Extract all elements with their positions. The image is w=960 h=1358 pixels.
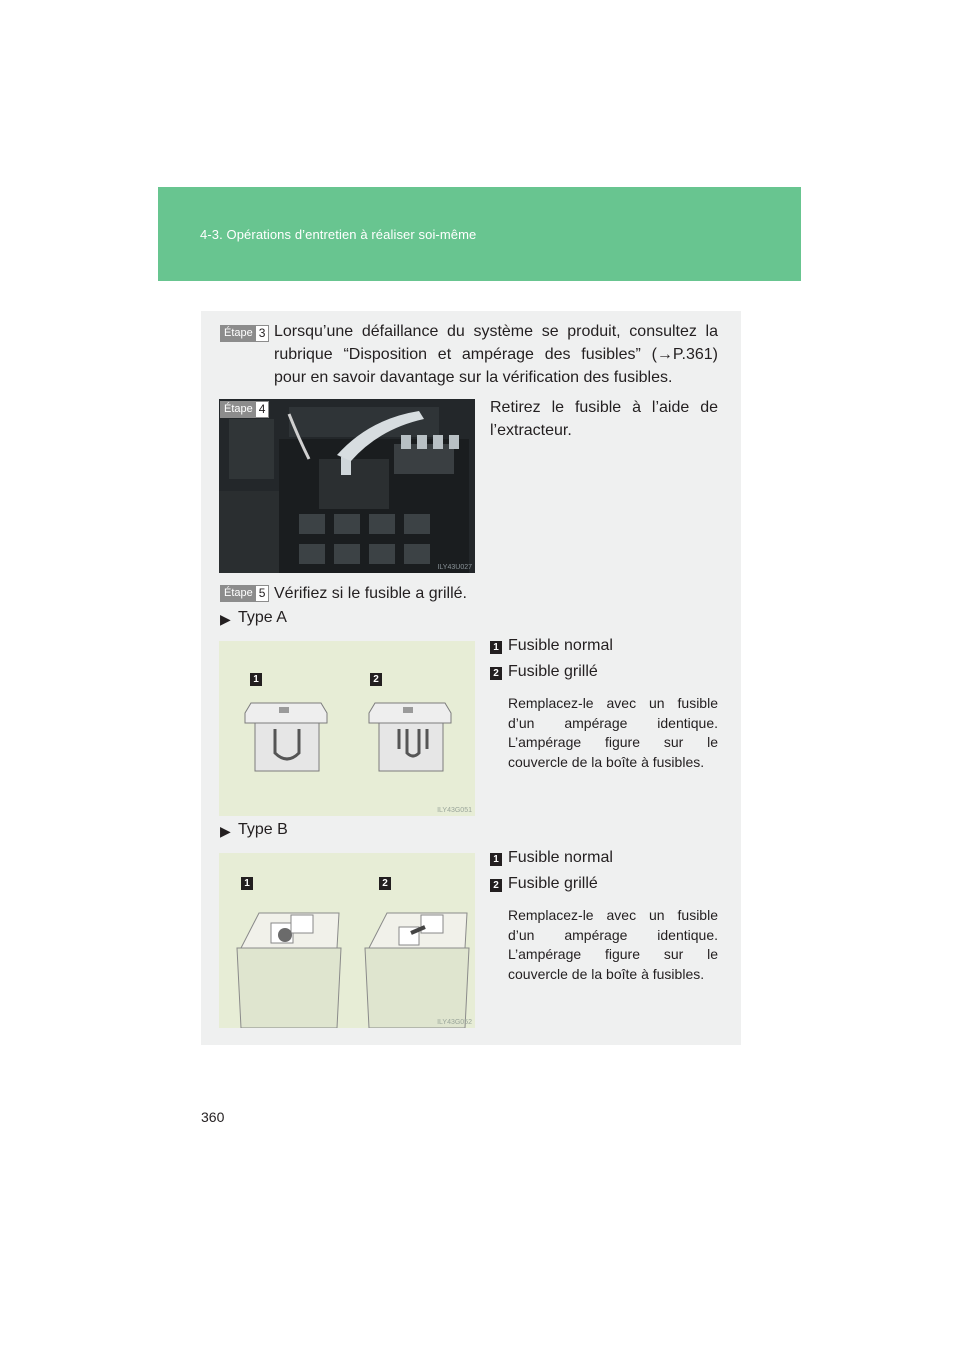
type-a-note-line1: Remplacez-le avec un fusible <box>508 695 718 711</box>
legend-item-blown: Fusible grillé <box>508 875 598 892</box>
legend-badge-2: 2 <box>490 667 502 680</box>
step5-text: Vérifiez si le fusible a grillé. <box>274 585 467 602</box>
type-a-label: Type A <box>238 609 287 626</box>
type-b-illustration <box>219 853 475 1028</box>
callout-badge-2: 2 <box>370 673 382 686</box>
step3-line1: Lorsqu’une défaillance du système se produit, consultez la <box>274 323 718 340</box>
content-panel <box>201 311 741 1045</box>
step-label: Étape <box>224 587 253 599</box>
type-a-note-line3: L’ampérage figure sur le <box>508 734 718 750</box>
legend-item-normal: Fusible normal <box>508 637 613 654</box>
step4-line2: l’extracteur. <box>490 422 572 439</box>
callout-badge-1: 1 <box>241 877 253 890</box>
callout-badge-2: 2 <box>379 877 391 890</box>
type-a-fuse-graphic <box>219 641 475 816</box>
pointer-triangle-icon: ▶ <box>220 611 231 627</box>
step-label: Étape <box>224 403 253 415</box>
step3-text <box>274 320 718 389</box>
photo-code: ILY43U027 <box>437 564 472 571</box>
step-number: 3 <box>256 326 269 341</box>
pointer-triangle-icon: ▶ <box>220 823 231 839</box>
illustration-code: ILY43G052 <box>437 1019 472 1026</box>
step-number: 4 <box>256 402 269 417</box>
legend-badge-1: 1 <box>490 853 502 866</box>
illustration-code: ILY43G051 <box>437 807 472 814</box>
type-b-note-line1: Remplacez-le avec un fusible <box>508 907 718 923</box>
legend-item-normal: Fusible normal <box>508 849 613 866</box>
step4-text <box>490 396 718 442</box>
legend-item-blown: Fusible grillé <box>508 663 598 680</box>
step-number: 5 <box>256 586 269 601</box>
section-title: 4-3. Opérations d’entretien à réaliser soi-même <box>200 227 477 242</box>
type-a-note-line4: couvercle de la boîte à fusibles. <box>508 753 705 770</box>
type-b-note-line3: L’ampérage figure sur le <box>508 946 718 962</box>
legend-badge-2: 2 <box>490 879 502 892</box>
type-a-note <box>508 694 718 772</box>
step-label: Étape <box>224 327 253 339</box>
type-a-note-line2: d’un ampérage identique. <box>508 714 718 731</box>
type-b-note-line4: couvercle de la boîte à fusibles. <box>508 965 705 982</box>
type-a-illustration <box>219 641 475 816</box>
step-badge-3 <box>220 325 269 342</box>
fuse-box-photo <box>219 399 475 573</box>
legend-badge-1: 1 <box>490 641 502 654</box>
type-b-note-line2: d’un ampérage identique. <box>508 926 718 943</box>
type-b-note <box>508 906 718 984</box>
fuse-box-photo-graphic <box>219 399 475 573</box>
step-badge-5 <box>220 585 269 602</box>
step4-line1: Retirez le fusible à l’aide de <box>490 399 718 416</box>
type-b-label: Type B <box>238 821 288 838</box>
step3-line3: pour en savoir davantage sur la vérification des fusibles. <box>274 369 673 386</box>
step3-line2: rubrique “Disposition et ampérage des fusibles” (→P.361) <box>274 346 718 363</box>
callout-badge-1: 1 <box>250 673 262 686</box>
type-b-fuse-graphic <box>219 853 475 1028</box>
page-number: 360 <box>201 1109 225 1125</box>
step-badge-4 <box>220 401 269 418</box>
header-band <box>158 187 801 281</box>
